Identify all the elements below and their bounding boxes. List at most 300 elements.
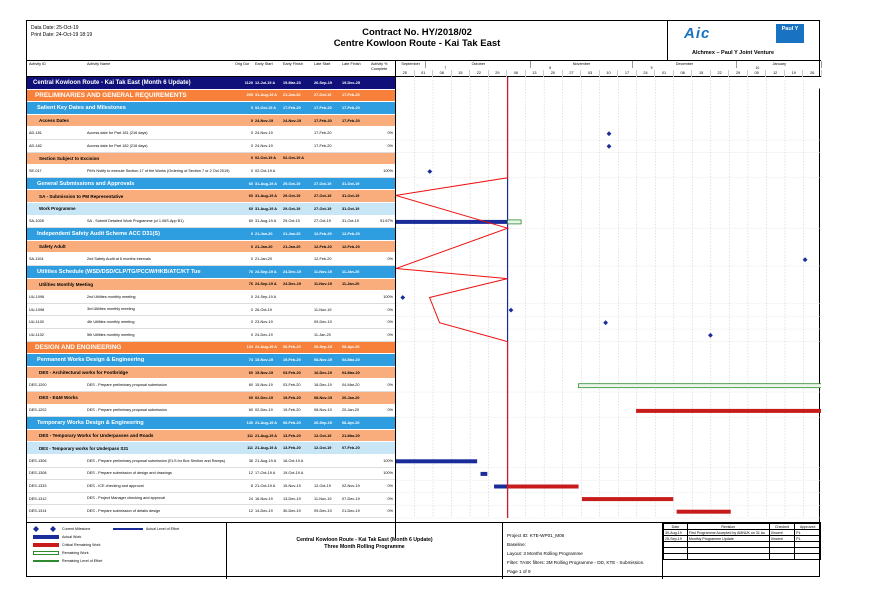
early-finish: 03-Feb-20 (283, 383, 301, 388)
footer-baseline: Baseline: (507, 542, 526, 547)
orig-dur: 12 (248, 509, 253, 514)
activity-row[interactable] (27, 455, 395, 468)
report-header (27, 21, 821, 61)
timescale-month: January (737, 61, 822, 68)
data-date: Data Date: 25-Oct-19 (31, 25, 79, 31)
timescale-week: 19 (785, 70, 804, 77)
early-start: 21-Aug-19 A (255, 458, 277, 463)
early-finish: 24-Dec-19 (283, 282, 301, 287)
rev-col-date: Date (664, 524, 688, 530)
orig-dur: 0 (250, 168, 253, 173)
wbs-name: SA - Submission to PM Representative (39, 193, 124, 199)
orig-dur: 60 (248, 219, 253, 224)
early-start: 21-Aug-19 A (255, 420, 278, 425)
wbs-band-row[interactable] (27, 178, 395, 191)
rev-empty (795, 554, 821, 560)
early-start: 16-Nov-19 (255, 496, 273, 501)
timescale-week: 12 (766, 70, 785, 77)
pct-complete: 0% (387, 509, 393, 514)
orig-dur: 0 (250, 131, 253, 136)
report-footer (27, 522, 821, 578)
late-finish (342, 127, 370, 139)
milestone-marker (603, 320, 608, 325)
early-finish (283, 316, 313, 328)
wbs-name: DESIGN AND ENGINEERING (35, 343, 122, 351)
legend (27, 523, 227, 579)
gantt-chart (395, 77, 821, 537)
activity-row[interactable] (27, 291, 395, 304)
late-finish: 17-Feb-20 (342, 105, 360, 110)
pct-complete (371, 354, 393, 366)
activity-row[interactable] (27, 140, 395, 153)
late-finish: 31-Oct-19 (342, 181, 360, 186)
timescale-week: 13 (526, 70, 545, 77)
activity-row[interactable] (27, 304, 395, 317)
early-start: 26-Oct-19 (255, 307, 272, 312)
orig-dur: 60 (248, 181, 253, 186)
actual-bar (396, 459, 477, 463)
timescale-week: 15 (692, 70, 711, 77)
critical-bar (508, 485, 579, 489)
timescale-week: 20 (544, 70, 563, 77)
wbs-band-row[interactable] (27, 77, 395, 90)
activity-id: UU-1098 (29, 307, 45, 312)
early-start: 14-Dec-19 (255, 509, 273, 514)
activity-name: 4th Utilities monthly meeting (87, 319, 135, 324)
late-finish (342, 291, 370, 303)
late-finish: 31-Oct-19 (342, 219, 359, 224)
early-start: 24-Nov-19 (255, 143, 273, 148)
activity-row[interactable] (27, 493, 395, 506)
early-finish (283, 304, 313, 316)
wbs-band-row[interactable] (27, 266, 395, 279)
early-finish: 29-Oct-19 (283, 194, 301, 199)
late-finish: 31-Oct-19 (342, 194, 360, 199)
pct-complete (371, 228, 393, 240)
late-finish: 12-Feb-20 (342, 244, 360, 249)
logo-subtitle: Alchmex – Paul Y Joint Venture (692, 50, 775, 56)
timescale-week: 01 (655, 70, 674, 77)
pct-complete: 0% (387, 383, 393, 388)
early-start: 02-Oct-19 A (255, 105, 276, 110)
orig-dur: 60 (248, 395, 253, 400)
activity-row[interactable] (27, 216, 395, 229)
late-finish (342, 165, 370, 177)
timescale-week: 25 (396, 70, 415, 77)
late-finish: 20-Jan-20 (342, 395, 360, 400)
orig-dur: 0 (250, 307, 253, 312)
early-start: 21-Oct-19 A (255, 483, 276, 488)
rev-date: 25-Sep-19 (664, 536, 688, 542)
early-finish: 29-Oct-19 (283, 181, 301, 186)
late-start: 16-Dec-19 (314, 383, 332, 388)
remaining-loe-icon (33, 558, 59, 564)
late-start: 12-Feb-20 (314, 257, 332, 262)
timescale-period: 8 (549, 66, 552, 70)
activity-row[interactable] (27, 379, 395, 392)
early-start: 23-Nov-19 (255, 320, 273, 325)
wbs-name: DES - Architectural works for Footbridge (39, 370, 128, 376)
pct-complete (371, 115, 393, 127)
late-start: 11-Nov-19 (314, 269, 332, 274)
early-finish: 15-Nov-19 (283, 483, 301, 488)
late-finish (342, 140, 370, 152)
report-title (227, 27, 607, 49)
orig-dur: 205 (246, 93, 253, 98)
late-finish (342, 316, 370, 328)
wbs-name: DES - Temporary works for Underpass S21 (39, 445, 129, 451)
rev-date: 30-Aug-19 (664, 530, 688, 536)
late-finish (342, 329, 370, 341)
footer-title (227, 523, 503, 579)
late-finish: 08-Apr-20 (342, 345, 360, 350)
wbs-band-row[interactable] (27, 367, 395, 380)
early-start: 17-Oct-19 A (255, 471, 276, 476)
orig-dur: 130 (246, 420, 253, 425)
wbs-band-row[interactable] (27, 342, 395, 355)
late-finish: 21-Dec-19 (342, 509, 360, 514)
timescale-week: 22 (711, 70, 730, 77)
timescale-week: 08 (433, 70, 452, 77)
legend-actual-work (33, 534, 81, 540)
late-start: 27-Oct-19 (314, 194, 332, 199)
early-start: 21-Aug-19 A (255, 345, 278, 350)
early-start: 21-Aug-19 A (255, 433, 278, 438)
timescale-period: 7 (444, 66, 447, 70)
actual-loe-icon (113, 526, 143, 532)
late-start (314, 468, 342, 480)
orig-dur: 76 (248, 269, 253, 274)
late-start: 12-Feb-20 (314, 231, 332, 236)
late-start (314, 153, 342, 165)
pct-complete: 100% (383, 294, 393, 299)
footer-project-id: Project ID: KTE-WP01_M06 (507, 533, 565, 538)
wbs-band-row[interactable] (27, 279, 395, 292)
timescale-month: November (531, 61, 632, 68)
activity-id: SE-017 (29, 168, 42, 173)
early-start: 02-Oct-19 A (255, 168, 276, 173)
late-start: 17-Feb-20 (314, 105, 332, 110)
column-header (27, 61, 395, 77)
wbs-band-row[interactable] (27, 153, 395, 166)
activity-row[interactable] (27, 253, 395, 266)
activity-row[interactable] (27, 165, 395, 178)
late-start: 12-Feb-20 (314, 244, 332, 249)
critical-bar (677, 510, 731, 514)
early-finish (283, 329, 313, 341)
pct-complete: 0% (387, 483, 393, 488)
early-start: 31-Aug-19 A (255, 194, 278, 199)
late-finish (342, 468, 370, 480)
wbs-name: Utilities Schedule (WSD/DSD/CLP/TG/PCCW/HKB/ATC/KT Tue (37, 268, 201, 275)
timescale-period: 10 (755, 66, 760, 70)
late-start: 17-Feb-20 (314, 143, 332, 148)
activity-row[interactable] (27, 329, 395, 342)
activity-row[interactable] (27, 405, 395, 418)
timescale-week: 03 (581, 70, 600, 77)
milestone-marker (607, 144, 612, 149)
legend-actual-loe-label: Actual Level of Effort (146, 527, 180, 531)
timescale-period: 9 (650, 66, 653, 70)
col-orig-dur: Orig Dur (235, 62, 250, 66)
timescale-week: 17 (618, 70, 637, 77)
wbs-band-row[interactable] (27, 241, 395, 254)
activity-row[interactable] (27, 480, 395, 493)
timescale-week: 27 (563, 70, 582, 77)
activity-row[interactable] (27, 505, 395, 518)
activity-name: 3rd Utilities monthly meeting (87, 307, 135, 312)
report-dates (31, 25, 92, 39)
late-finish: 17-Feb-20 (342, 93, 360, 98)
wbs-name: Work Programme (39, 206, 76, 212)
footer-title-line1: Central Kowloon Route - Kai Tak East (Month 6 Update) (296, 537, 433, 543)
late-finish: 04-Mar-20 (342, 383, 360, 388)
late-finish: 11-Jan-20 (342, 269, 360, 274)
timescale-week: 29 (489, 70, 508, 77)
late-start: 27-Oct-19 (314, 93, 332, 98)
timescale-month: September (396, 61, 426, 68)
orig-dur: 0 (250, 332, 253, 337)
pct-complete: 100% (383, 471, 393, 476)
late-start: 09-Dec-19 (314, 320, 332, 325)
rev-empty (664, 554, 688, 560)
wbs-name: Access Dates (39, 118, 69, 124)
late-start (314, 455, 342, 467)
col-pct-complete: Activity % Complete (371, 62, 388, 71)
wbs-band-row[interactable] (27, 90, 395, 103)
wbs-band-row[interactable] (27, 430, 395, 443)
orig-dur: 0 (250, 294, 253, 299)
early-finish (283, 140, 313, 152)
orig-dur: 0 (250, 105, 253, 110)
activity-id: AD-182 (29, 143, 42, 148)
late-finish: 12-Feb-20 (342, 231, 360, 236)
remaining-bar (579, 384, 821, 388)
late-finish (342, 304, 370, 316)
early-finish: 19-Mar-23 (283, 80, 301, 85)
late-finish: 19-Dec-25 (342, 80, 360, 85)
orig-dur: 60 (248, 370, 253, 375)
pct-complete (371, 178, 393, 190)
critical-work-icon (33, 542, 59, 548)
activity-row[interactable] (27, 468, 395, 481)
late-start: 26-Sep-19 (314, 420, 332, 425)
timescale-week: 15 (452, 70, 471, 77)
pct-complete: 100% (383, 168, 393, 173)
early-finish (283, 253, 313, 265)
wbs-band-row[interactable] (27, 115, 395, 128)
late-start (314, 165, 342, 177)
pct-complete (371, 102, 393, 114)
orig-dur: 24 (248, 496, 253, 501)
orig-dur: 76 (248, 282, 253, 287)
early-finish: 17-Feb-20 (283, 105, 301, 110)
early-finish: 29-Oct-19 (283, 206, 301, 211)
wbs-name: Section Subject to Excision (39, 155, 100, 161)
activity-name: Access date for Part 182 (216 days) (87, 143, 148, 148)
wbs-band-row[interactable] (27, 392, 395, 405)
orig-dur: 1120 (244, 80, 253, 85)
wbs-band-row[interactable] (27, 190, 395, 203)
milestone-marker (708, 333, 713, 338)
early-start: 21-Jan-20 (255, 231, 273, 236)
early-start: 15-Nov-19 (255, 383, 273, 388)
pct-complete (371, 153, 393, 165)
timescale-week: 08 (674, 70, 693, 77)
milestone-marker (509, 308, 514, 313)
activity-name: 2nd Safety Audit at 6 months intervals (87, 256, 151, 261)
rev-desc: First Programme Accepted by AMNUK on 31 Au (687, 530, 769, 536)
rev-checked: Vincent (769, 536, 795, 542)
late-finish: 20-Jan-20 (342, 408, 360, 413)
wbs-band-row[interactable] (27, 228, 395, 241)
project-name: Centre Kowloon Route - Kai Tak East (333, 38, 501, 49)
late-finish: 21-Mar-20 (342, 433, 360, 438)
early-start: 02-Dec-19 (255, 395, 273, 400)
early-start: 24-Dec-19 (255, 332, 273, 337)
early-start: 02-Dec-19 (255, 408, 273, 413)
late-start: 26-Sep-19 (314, 80, 332, 85)
early-finish: 21-Jan-20 (283, 93, 301, 98)
early-finish: 19-Oct-19 A (283, 471, 304, 476)
actual-bar (494, 485, 508, 489)
wbs-name: General Submissions and Approvals (37, 180, 135, 187)
wbs-band-row[interactable] (27, 203, 395, 216)
pct-complete: 0% (387, 332, 393, 337)
early-start: 24-Sep-19 A (255, 282, 277, 287)
early-finish: 24-Nov-19 (283, 118, 302, 123)
late-finish: 08-Apr-20 (342, 420, 360, 425)
revision-table (663, 523, 821, 579)
legend-remaining-label: Remaining Work (62, 551, 89, 555)
activity-row[interactable] (27, 316, 395, 329)
late-start: 27-Oct-19 (314, 181, 332, 186)
activity-id: AD-181 (29, 131, 42, 136)
orig-dur: 60 (248, 383, 253, 388)
orig-dur: 0 (250, 118, 253, 123)
activity-name: PM's Notify to execute Section 17 of the Works (Ordering of Section 7 or 2 Oct 2019) (87, 168, 230, 173)
wbs-name: DES - Temporary Works for Underpasses and Roads (39, 433, 154, 439)
timescale-week: 05 (748, 70, 767, 77)
activity-name: Access date for Part 181 (216 days) (87, 130, 148, 135)
late-finish: 04-Mar-20 (342, 357, 360, 362)
print-date: Print Date: 24-Oct-19 18:19 (31, 32, 93, 38)
late-start: 26-Sep-19 (314, 345, 332, 350)
early-start: 31-Aug-19 A (255, 181, 278, 186)
late-finish: 02-Nov-19 (342, 483, 360, 488)
late-start: 12-Oct-19 (314, 446, 332, 451)
remaining-work-icon (33, 550, 59, 556)
wbs-band-row[interactable] (27, 442, 395, 455)
wbs-band-row[interactable] (27, 354, 395, 367)
critical-bar (636, 409, 821, 413)
orig-dur: 74 (248, 357, 253, 362)
early-finish (283, 165, 313, 177)
late-start: 11-Jan-20 (314, 332, 331, 337)
legend-remaining (33, 550, 89, 556)
pct-complete (371, 90, 393, 102)
rev-empty (687, 554, 769, 560)
pct-complete: 0% (387, 496, 393, 501)
early-start: 24-Sep-19 A (255, 269, 277, 274)
late-start: 17-Feb-20 (314, 131, 332, 136)
early-finish: 19-Feb-20 (283, 357, 301, 362)
wbs-name: Independent Safety Audit Scheme ACC D31(S) (37, 230, 160, 237)
wbs-name: Central Kowloon Route - Kai Tak East (Month 6 Update) (33, 79, 191, 86)
legend-milestone-label: Current Milestone (62, 527, 91, 531)
orig-dur: 111 (247, 433, 253, 438)
late-finish: 07-Feb-20 (342, 446, 360, 451)
late-start: 08-Nov-19 (314, 357, 333, 362)
rev-col-revision: Revision (687, 524, 769, 530)
late-start: 08-Nov-19 (314, 408, 332, 413)
activity-id: DES-1333 (29, 483, 47, 488)
wbs-band-row[interactable] (27, 417, 395, 430)
pct-complete: 0% (387, 320, 393, 325)
late-finish: 31-Oct-19 (342, 206, 360, 211)
orig-dur: 60 (248, 206, 253, 211)
actual-work-icon (33, 534, 59, 540)
timescale-week: 01 (415, 70, 434, 77)
timescale-week: 06 (507, 70, 526, 77)
footer-project-info (503, 523, 663, 579)
pct-complete (371, 190, 393, 202)
pct-complete: 0% (387, 408, 393, 413)
legend-critical-label: Critical Remaining Work (62, 543, 101, 547)
timescale-header (395, 61, 821, 77)
activity-id: DES-1306 (29, 458, 47, 463)
activity-id: DES-1312 (29, 496, 47, 501)
activity-row[interactable] (27, 127, 395, 140)
progress-line (396, 77, 508, 518)
wbs-name: Safety Adult (39, 244, 66, 250)
early-finish: 02-Oct-19 A (283, 156, 304, 161)
early-start: 12-Jul-19 A (255, 80, 276, 85)
early-start: 15-Nov-19 (255, 357, 274, 362)
late-finish: 04-Mar-20 (342, 370, 360, 375)
late-start: 11-Nov-19 (314, 496, 332, 501)
early-finish: 06-Feb-20 (283, 345, 301, 350)
early-start: 21-Jan-20 (255, 257, 273, 262)
rev-col-approved: Approved (795, 524, 821, 530)
orig-dur: 0 (250, 143, 253, 148)
early-start: 31-Aug-19 A (255, 206, 278, 211)
milestone-icon (33, 526, 59, 532)
orig-dur: 0 (250, 257, 253, 262)
activity-id: DES-1314 (29, 509, 47, 514)
orig-dur: 134 (246, 345, 253, 350)
wbs-name: PRELIMINARIES AND GENERAL REQUIREMENTS (35, 91, 187, 99)
late-finish: 11-Jan-20 (342, 282, 360, 287)
early-finish: 21-Jan-20 (283, 244, 301, 249)
col-early-start: Early Start (255, 62, 273, 66)
late-start: 12-Oct-19 (314, 433, 332, 438)
activity-name: DES - Prepare preliminary proposal submission (ELS for Box Section and Ramps) (87, 458, 226, 463)
pct-complete (371, 342, 393, 354)
pct-complete (371, 266, 393, 278)
legend-critical (33, 542, 100, 548)
pct-complete (371, 417, 393, 429)
pct-complete: 91.67% (380, 219, 393, 224)
contract-number: Contract No. HY/2018/02 (362, 27, 472, 38)
early-start: 15-Nov-19 (255, 370, 274, 375)
late-start: 27-Oct-19 (314, 206, 332, 211)
footer-page: Page 1 of 9 (507, 569, 531, 574)
wbs-band-row[interactable] (27, 102, 395, 115)
col-late-finish: Late Finish (342, 62, 361, 66)
orig-dur: 0 (250, 320, 253, 325)
early-finish: 06-Feb-20 (283, 420, 301, 425)
